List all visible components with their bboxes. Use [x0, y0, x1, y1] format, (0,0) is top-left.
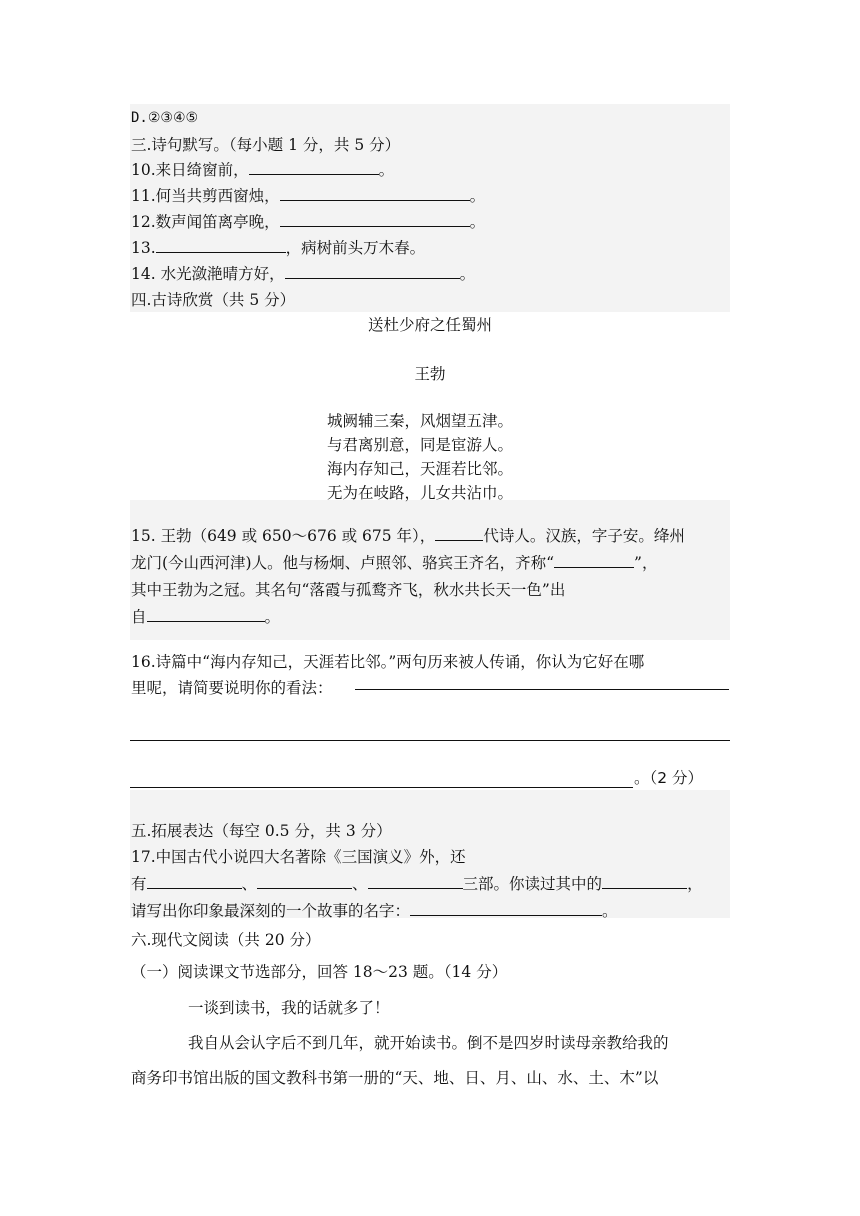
q11-text: 11.何当共剪西窗烛， [131, 187, 280, 205]
q11-answer-blank[interactable] [280, 186, 470, 201]
q10-end: 。 [378, 161, 395, 179]
section4-heading: 四.古诗欣赏（共 5 分） [131, 291, 296, 309]
poem-title: 送杜少府之任蜀州 [367, 316, 492, 334]
q17-sep-2: 、 [352, 875, 368, 893]
q14-answer-blank[interactable] [285, 264, 460, 279]
passage-para-2-line2: 商务印书馆出版的国文教科书第一册的“天、地、日、月、山、水、土、木”以 [131, 1069, 659, 1087]
q17-text-d: 请写出你印象最深刻的一个故事的名字： [131, 902, 411, 920]
q15-text-e: 自 [131, 608, 147, 626]
q16-answer-line-3[interactable] [130, 787, 633, 788]
poem-author: 王勃 [414, 365, 446, 383]
question-12 [131, 212, 485, 232]
q15-text-b: 代诗人。汉族，字子安。绛州 [483, 527, 685, 545]
q12-end: 。 [469, 213, 486, 231]
q17-sep-1: 、 [241, 875, 258, 893]
q15-text-f: 。 [264, 608, 281, 626]
q13-text-b: ，病树前头万木春。 [285, 239, 426, 257]
q17-text-c: ， [687, 875, 703, 893]
question-15-line1 [131, 526, 685, 546]
q14-end: 。 [459, 265, 476, 283]
q15-title-blank[interactable] [554, 553, 634, 568]
q15-dynasty-blank[interactable] [435, 526, 483, 541]
question-16-line2: 里呢，请简要说明你的看法： [131, 679, 333, 697]
question-15-line3: 其中王勃为之冠。其名句“落霞与孤鹜齐飞，秋水共长天一色”出 [131, 581, 566, 599]
question-15-line2 [131, 553, 657, 573]
q11-end: 。 [469, 187, 486, 205]
q16-answer-line-2[interactable] [130, 740, 730, 741]
section6-sub1: （一）阅读课文节选部分，回答 18～23 题。（14 分） [131, 963, 508, 981]
section3-heading: 三.诗句默写。（每小题 1 分，共 5 分） [131, 136, 401, 154]
poem-line: 城阙辅三秦，风烟望五津。 [327, 412, 514, 430]
q10-text: 10.来日绮窗前， [131, 161, 249, 179]
passage-para-1: 一谈到读书，我的话就多了！ [188, 999, 390, 1017]
poem-line: 与君离别意，同是宦游人。 [327, 436, 514, 454]
q17-text-b: 三部。你读过其中的 [462, 875, 603, 893]
q15-text-c: 龙门(今山西河津)人。他与杨炯、卢照邻、骆宾王齐名，齐称“ [131, 554, 555, 572]
q17-text-a: 有 [131, 875, 147, 893]
question-13 [131, 238, 425, 258]
poem-line: 无为在岐路，儿女共沾巾。 [327, 484, 514, 502]
q17-read-blank[interactable] [602, 874, 687, 889]
question-10 [131, 160, 394, 180]
q17-text-e: 。 [602, 902, 618, 920]
section6-heading: 六.现代文阅读（共 20 分） [131, 931, 321, 949]
question-17-line3 [131, 901, 618, 921]
question-14 [131, 264, 475, 284]
q13-text: 13. [131, 239, 156, 257]
q16-score: 。（2 分） [634, 769, 704, 787]
q10-answer-blank[interactable] [249, 160, 379, 175]
section5-heading: 五.拓展表达（每空 0.5 分，共 3 分） [131, 822, 392, 840]
question-17-line1: 17.中国古代小说四大名著除《三国演义》外，还 [131, 848, 466, 866]
question-11 [131, 186, 485, 206]
poem-line: 海内存知己，天涯若比邻。 [327, 460, 514, 478]
question-16-line1: 16.诗篇中“海内存知己，天涯若比邻。”两句历来被人传诵，你认为它好在哪 [131, 653, 645, 671]
q14-text: 14. 水光潋滟晴方好， [131, 265, 285, 283]
question-15-line4 [131, 607, 280, 627]
q15-text-a: 15. 王勃（649 或 650～676 或 675 年）， [131, 527, 436, 545]
question-17-line2 [131, 874, 703, 894]
q17-story-blank[interactable] [410, 901, 602, 916]
passage-para-2-line1: 我自从会认字后不到几年，就开始读书。倒不是四岁时读母亲教给我的 [188, 1034, 669, 1052]
option-d: D.②③④⑤ [131, 110, 199, 126]
q13-answer-blank[interactable] [156, 238, 286, 253]
q17-novel-blank-2[interactable] [257, 874, 352, 889]
q17-novel-blank-3[interactable] [368, 874, 463, 889]
q15-source-blank[interactable] [147, 607, 265, 622]
q16-answer-line-1[interactable] [355, 689, 729, 690]
q17-novel-blank-1[interactable] [147, 874, 242, 889]
q15-text-d: ”， [634, 554, 658, 572]
q12-text: 12.数声闻笛离亭晚， [131, 213, 280, 231]
q12-answer-blank[interactable] [280, 212, 470, 227]
